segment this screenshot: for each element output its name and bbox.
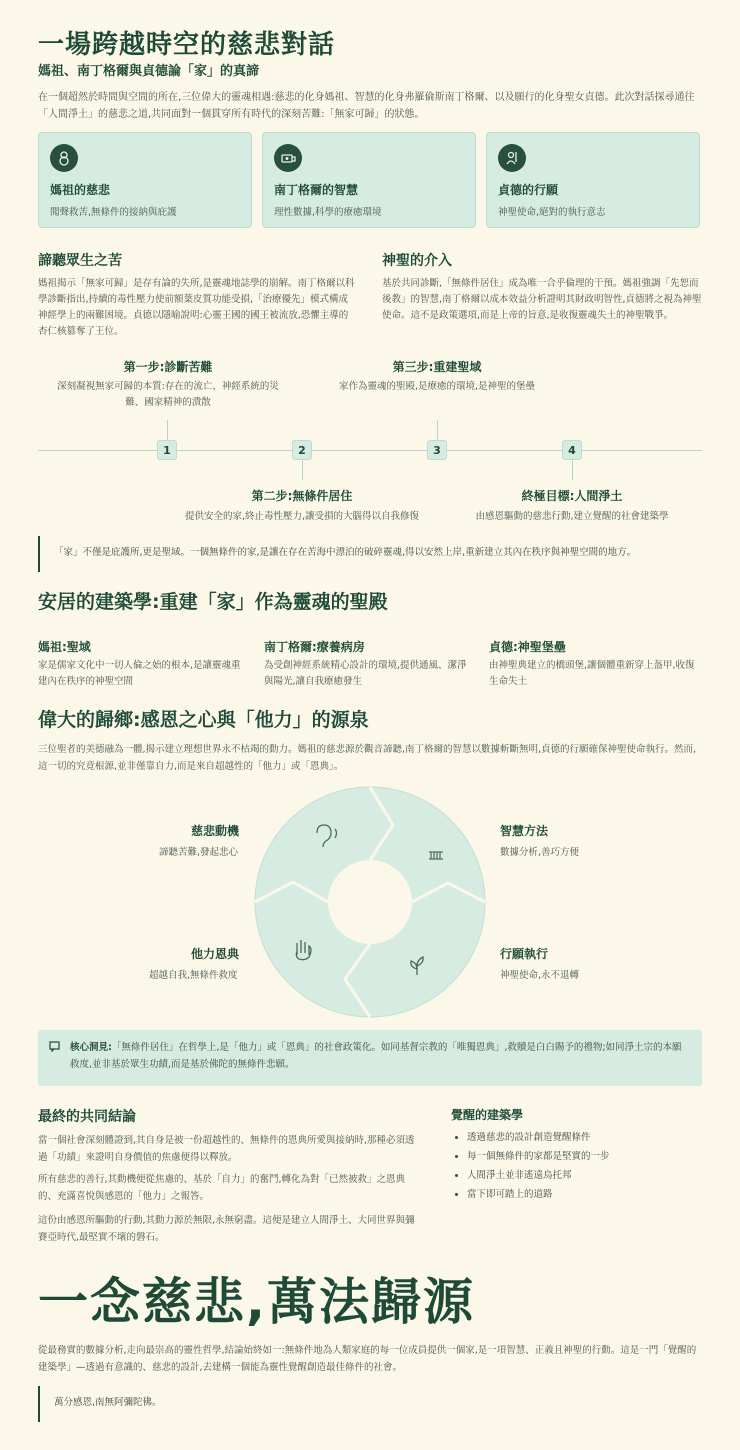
joan-icon: [498, 144, 526, 172]
listen-title: 諦聽眾生之苦: [38, 253, 122, 269]
wheel-label: 他力恩典: [191, 947, 240, 961]
conclusion-para: 所有慈悲的善行,其動機便從焦慮的、基於「自力」的奮鬥,轉化為對「已然被救」之恩典的、充滿喜悅與感恩的「他力」之報答。: [38, 1174, 406, 1202]
page-title: 一場跨越時空的慈悲對話: [38, 30, 336, 60]
callout-label: 核心洞見:: [70, 1042, 112, 1053]
finale-body: 從最務實的數據分析,走向最崇高的靈性哲學,結論始終如一:無條件地為人類家庭的每一位成員提供一個家,是一項智慧、正義且神聖的行動。這是一門「覺醒的建築學」—透過有意識的、慈悲的設計,去建構一個能為靈性覺醒創造最佳條件的社會。: [38, 1345, 697, 1373]
wheel-desc: 數據分析,善巧方便: [500, 847, 580, 858]
col-title: 南丁格爾:療養病房: [264, 640, 365, 654]
step-desc: 家作為靈魂的聖殿,是療癒的環境,是神聖的堡壘: [338, 381, 536, 392]
step-title: 終極目標:人間淨土: [521, 489, 623, 503]
architecture-title: 安居的建築學:重建「家」作為靈魂的聖殿: [38, 591, 388, 613]
card-joan: [486, 132, 700, 228]
card-title: 南丁格爾的智慧: [274, 183, 359, 197]
step-desc: 深刻凝視無家可歸的本質:存在的流亡、神經系統的災難、國家精神的潰散: [57, 381, 279, 408]
awakening-title: 覺醒的建築學: [451, 1108, 524, 1122]
conclusion-para: 當一個社會深刻體證到,其自身是被一份超越性的、無條件的恩典所愛與接納時,那種必須透過「功績」來證明自身價值的焦慮便得以釋放。: [38, 1135, 415, 1163]
core-insight-callout: [38, 1030, 702, 1086]
col-body: 家是儒家文化中一切人倫之始的根本,是讓靈魂重建內在秩序的神聖空間: [38, 660, 241, 687]
list-item: • 透過慈悲的設計創造覺醒條件: [467, 1128, 610, 1147]
step-node-4: 4: [562, 440, 582, 460]
return-body: 三位聖者的美德融為一體,揭示建立理想世界永不枯竭的動力。媽祖的慈悲源於觀音諦聽,南丁格爾的智慧以數據斬斷無明,貞德的行願確保神聖使命執行。然而,這一切的究竟根源,並非僅靠自力,而是來自超越性的「他力」或「恩典」。: [38, 744, 697, 772]
finale-quote: 萬分感恩,南無阿彌陀佛。: [38, 1386, 694, 1422]
card-title: 貞德的行願: [498, 183, 559, 197]
card-title: 媽祖的慈悲: [50, 183, 111, 197]
callout-text: 「無條件居住」在哲學上,是「他力」或「恩典」的社會政策化。如同基督宗教的「唯獨恩典」,救贖是白白賜予的禮物;如同淨土宗的本願救度,並非基於眾生功績,而是基於佛陀的無條件悲願。: [70, 1042, 682, 1070]
wheel-desc: 神聖使命,永不退轉: [500, 970, 580, 981]
divine-title: 神聖的介入: [382, 253, 452, 269]
awakening-list: [451, 1128, 610, 1204]
intro-text: 在一個超然於時間與空間的所在,三位偉大的靈魂相遇:慈悲的化身媽祖、智慧的化身弗羅倫斯南丁格爾、以及願行的化身聖女貞德。此次對話探尋通往「人間淨土」的慈悲之道,共同面對一個貫穿所有時代的深刻苦難:「無家可歸」的狀態。: [38, 92, 695, 120]
quote-icon: [49, 1041, 60, 1055]
conclusion-title: 最終的共同結論: [38, 1109, 136, 1125]
step-node-3: 3: [427, 440, 447, 460]
divine-body: 基於共同診斷,「無條件居住」成為唯一合乎倫理的干預。媽祖強調「先恕而後教」的智慧,南丁格爾以成本效益分析證明其財政明智性,貞德將之視為神聖使命。這不是政策選項,而是上帝的旨意,是收復靈魂失土的神聖戰爭。: [382, 278, 702, 321]
col-body: 由神聖典建立的橋頭堡,讓個體重新穿上盔甲,收復生命失土: [489, 660, 695, 687]
step-node-1: 1: [157, 440, 177, 460]
card-mazu: [38, 132, 252, 228]
wheel-desc: 諦聽苦難,發起悲心: [159, 847, 239, 858]
mazu-icon: [50, 144, 78, 172]
step-desc: 由感恩驅動的慈悲行動,建立覺醒的社會建築學: [475, 511, 669, 522]
step-node-2: 2: [292, 440, 312, 460]
col-title: 貞德:神聖堡壘: [489, 640, 566, 654]
step-title: 第二步:無條件居住: [251, 489, 353, 503]
virtue-wheel: [253, 785, 487, 1019]
col-body: 為受創神經系統精心設計的環境,提供通風、潔淨與陽光,讓自我療癒發生: [264, 660, 467, 687]
step-desc: 提供安全的家,終止毒性壓力,讓受損的大腦得以自我修復: [184, 511, 420, 522]
card-subtitle: 理性數據,科學的療癒環境: [274, 207, 382, 218]
wheel-label: 慈悲動機: [191, 824, 240, 838]
page-subtitle: 媽祖、南丁格爾與貞德論「家」的真諦: [38, 64, 260, 79]
list-item: • 當下即可踏上的道路: [467, 1185, 610, 1204]
return-title: 偉大的歸鄉:感恩之心與「他力」的源泉: [38, 709, 369, 731]
step-title: 第三步:重建聖域: [392, 360, 482, 374]
wheel-desc: 超越自我,無條件救度: [149, 970, 238, 981]
card-subtitle: 神聖使命,絕對的執行意志: [498, 207, 606, 218]
listen-body: 媽祖揭示「無家可歸」是存有論的失所,是靈魂地誌學的崩解。南丁格爾以科學診斷指出,持續的毒性壓力使前額葉皮質功能受損,「治療優先」模式構成神經學上的兩難困境。貞德以隱喻說明:心靈王國的國王被流放,恐懼主導的杏仁核篡奪了王位。: [38, 278, 355, 337]
conclusion-para: 這份由感恩所驅動的行動,其動力源於無限,永無窮盡。這便是建立人間淨土、大同世界與彌賽亞時代,最堅實不壞的磐石。: [38, 1215, 415, 1243]
nightingale-icon: [274, 144, 302, 172]
card-subtitle: 聞聲救苦,無條件的接納與庇護: [50, 207, 177, 218]
wheel-label: 行願執行: [500, 947, 549, 961]
list-item: • 人間淨土並非遙遠烏托邦: [467, 1166, 610, 1185]
card-nightingale: [262, 132, 476, 228]
step-title: 第一步:診斷苦難: [123, 360, 213, 374]
col-title: 媽祖:聖域: [38, 640, 91, 654]
wheel-label: 智慧方法: [500, 824, 549, 838]
sanctuary-quote: 「家」不僅是庇護所,更是聖域。一個無條件的家,是讓在存在苦海中漂泊的破碎靈魂,得以安然上岸,重新建立其內在秩序與神聖空間的地方。: [38, 536, 694, 572]
list-item: • 每一個無條件的家都是堅實的一步: [467, 1147, 610, 1166]
timeline-line: [38, 450, 702, 451]
finale-headline: 一念慈悲,萬法歸源: [38, 1273, 475, 1331]
